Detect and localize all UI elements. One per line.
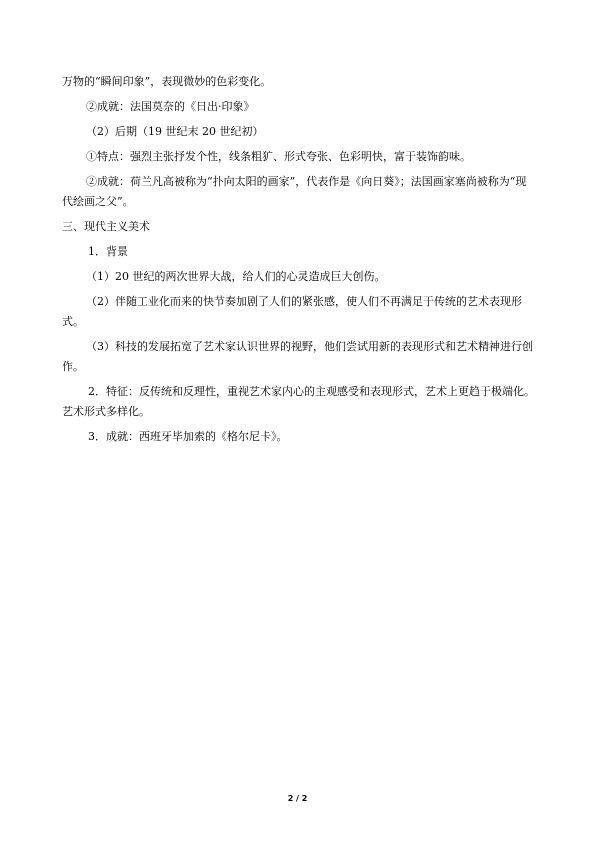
section-heading: 三、现代主义美术 (62, 220, 150, 233)
paragraph-2: ②成就：法国莫奈的《日出·印象》 (86, 100, 255, 113)
paragraph-8: （1）20 世纪的两次世界大战，给人们的心灵造成巨大创伤。 (86, 270, 386, 283)
paragraph-11: 2．特征：反传统和反理性，重视艺术家内心的主观感受和表现形式，艺术上更趋于极端化。艺术形式多样化。 (62, 385, 535, 418)
paragraph-10: （3）科技的发展拓宽了艺术家认识世界的视野，他们尝试用新的表现形式和艺术精神进行创作。 (62, 340, 533, 373)
paragraph-12: 3．成就：西班牙毕加索的《格尔尼卡》。 (88, 430, 288, 443)
paragraph-7: 1．背景 (88, 245, 128, 258)
document-body (62, 72, 537, 452)
paragraph-1: 万物的“瞬间印象”，表现微妙的色彩变化。 (62, 75, 272, 88)
paragraph-3: （2）后期（19 世纪末 20 世纪初） (86, 125, 264, 138)
paragraph-4: ①特点：强烈主张抒发个性，线条粗犷、形式夸张、色彩明快，富于装饰韵味。 (86, 150, 471, 163)
paragraph-9: （2）伴随工业化而来的快节奏加剧了人们的紧张感，使人们不再满足于传统的艺术表现形式。 (62, 295, 522, 328)
page-number: 2 / 2 (287, 794, 308, 803)
paragraph-5: ②成就：荷兰凡高被称为“扑向太阳的画家”，代表作是《向日葵》；法国画家塞尚被称为“现代绘画之父”。 (62, 175, 527, 208)
